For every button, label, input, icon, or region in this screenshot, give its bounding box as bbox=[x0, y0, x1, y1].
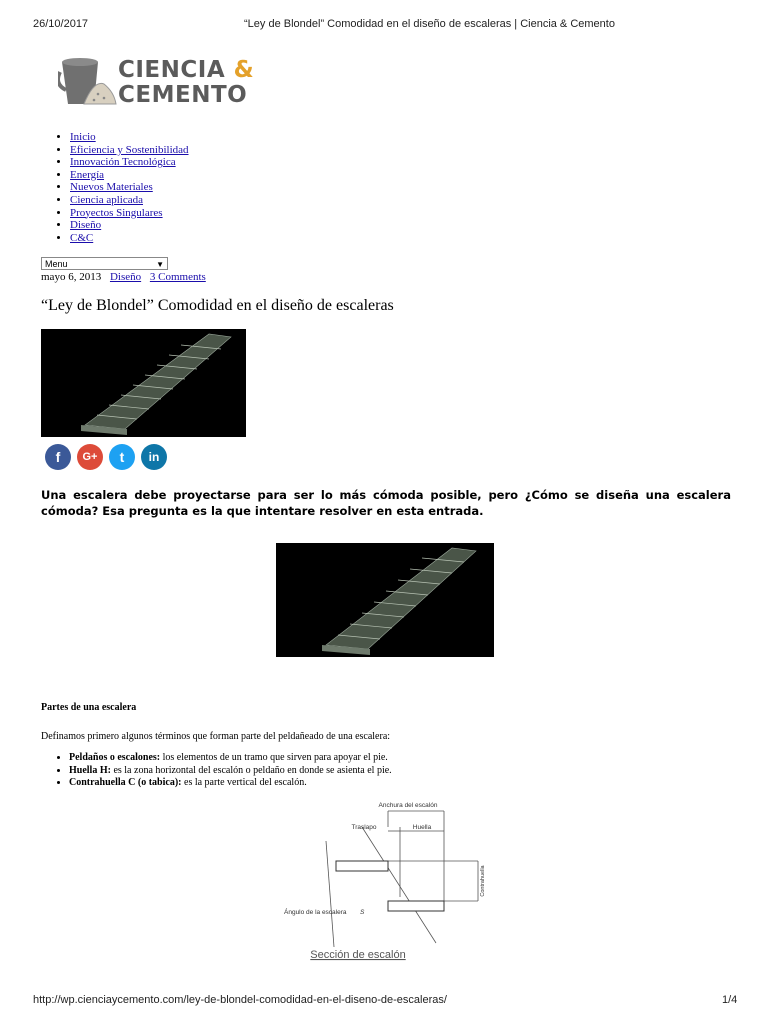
diagram-caption: Sección de escalón bbox=[310, 949, 406, 961]
logo-line1: CIENCIA bbox=[118, 57, 226, 83]
list-item: • Contrahuella C (o tabica): es la parte vertical del escalón. bbox=[69, 777, 749, 790]
site-logo[interactable] bbox=[58, 54, 268, 114]
nav-proyectos-singulares[interactable]: Proyectos Singulares bbox=[70, 206, 163, 219]
nav-eficiencia[interactable]: Eficiencia y Sostenibilidad bbox=[70, 143, 189, 156]
bucket-icon bbox=[58, 54, 118, 114]
post-intro: Una escalera debe proyectarse para ser lo más cómoda posible, pero ¿Cómo se diseña una escalera cómoda? Esa pregunta es la que intentare resolver en esta entrada. bbox=[41, 488, 731, 518]
print-date: 26/10/2017 bbox=[33, 18, 89, 30]
post-title: “Ley de Blondel” Comodidad en el diseño de escaleras bbox=[41, 297, 394, 314]
label-traslapo: Traslapo bbox=[351, 824, 377, 831]
twitter-share-icon[interactable]: t bbox=[109, 444, 135, 470]
post-category-link[interactable]: Diseño bbox=[109, 271, 142, 283]
nav-ciencia-aplicada[interactable]: Ciencia aplicada bbox=[70, 193, 143, 206]
google-plus-share-icon[interactable]: G+ bbox=[77, 444, 103, 470]
label-angulo: Ángulo de la escalera bbox=[284, 909, 347, 916]
terms-list bbox=[41, 752, 749, 790]
staircase-render-image-2 bbox=[276, 543, 494, 657]
nav-diseno[interactable]: Diseño bbox=[70, 219, 102, 232]
post-comments-link[interactable]: 3 Comments bbox=[149, 271, 206, 283]
print-page-title: “Ley de Blondel” Comodidad en el diseño de escaleras | Ciencia & Cemento bbox=[244, 18, 615, 30]
dropdown-arrow-icon: ▼ bbox=[156, 260, 164, 269]
step-section-diagram bbox=[278, 797, 500, 965]
nav-innovacion[interactable]: Innovación Tecnológica bbox=[70, 156, 176, 169]
facebook-share-icon[interactable]: f bbox=[45, 444, 71, 470]
print-page-number: 1/4 bbox=[722, 994, 738, 1006]
logo-ampersand: & bbox=[233, 57, 255, 83]
list-item: • Huella H: es la zona horizontal del escalón o peldaño en donde se asienta el pie. bbox=[69, 765, 749, 778]
section-heading: Partes de una escalera bbox=[41, 702, 137, 713]
post-date: mayo 6, 2013 bbox=[41, 271, 102, 283]
logo-line2: CEMENTO bbox=[118, 82, 248, 108]
label-huella: Huella bbox=[412, 824, 432, 831]
linkedin-share-icon[interactable]: in bbox=[141, 444, 167, 470]
nav-energia[interactable]: Energía bbox=[70, 168, 105, 181]
staircase-render-image bbox=[41, 329, 246, 437]
section-paragraph: Definamos primero algunos términos que forman parte del peldañeado de una escalera: bbox=[41, 731, 391, 742]
print-footer-url: http://wp.cienciaycemento.com/ley-de-blondel-comodidad-en-el-diseno-de-escaleras/ bbox=[33, 994, 447, 1006]
label-angulo-symbol: S bbox=[360, 909, 365, 916]
menu-select[interactable] bbox=[41, 257, 168, 270]
label-anchura: Anchura del escalón bbox=[378, 802, 438, 809]
label-contrahuella: Contrahuella bbox=[480, 865, 486, 897]
nav-inicio[interactable]: Inicio bbox=[70, 131, 96, 143]
post-meta bbox=[41, 271, 206, 283]
nav-nuevos-materiales[interactable]: Nuevos Materiales bbox=[70, 181, 153, 194]
nav-cc[interactable]: C&C bbox=[70, 231, 94, 244]
main-nav bbox=[40, 131, 189, 244]
menu-select-label: Menu bbox=[45, 259, 68, 269]
list-item: • Peldaños o escalones: los elementos de un tramo que sirven para apoyar el pie. bbox=[69, 752, 749, 765]
